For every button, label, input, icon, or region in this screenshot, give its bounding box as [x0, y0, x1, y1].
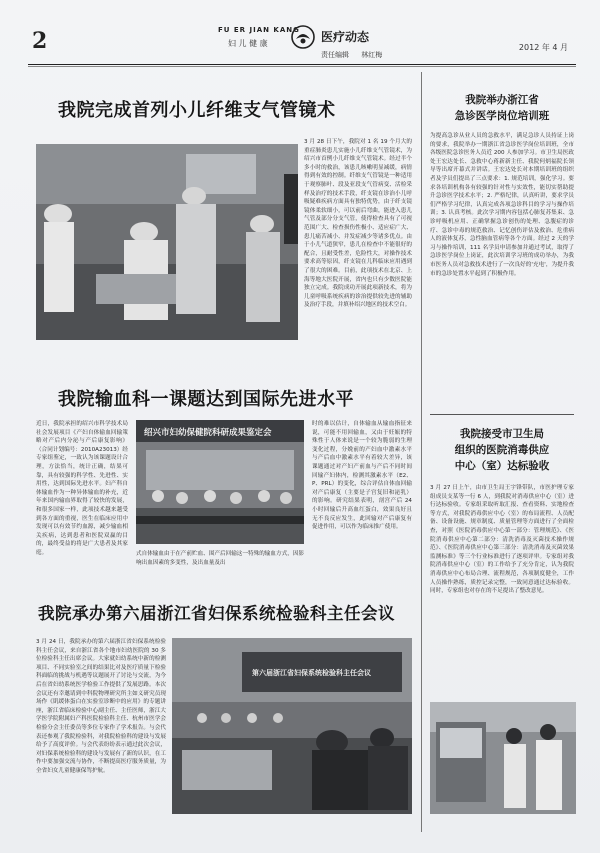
brand-chinese: 妇 儿 健 康	[228, 39, 268, 48]
sidebar1-headline	[428, 92, 576, 124]
article1-photo	[36, 144, 298, 340]
editor-credit	[321, 50, 382, 60]
issue-date: 2012 年 4 月	[518, 43, 568, 52]
sidebar2-headline-line2: 组织的医院消毒供应	[454, 444, 550, 456]
article2-body-left: 近日，我院承担的绍兴市科学技术局社会发展项目《产妇自体输血回输策略对产后内分泌与产后康复影响》（合同计划编号：2010A23013）经专家组鉴定，一致认为该课题设计合理，方法恰当，统计正确，结果可靠，具有较强的科学性、先进性、实用性，达到国际先进水平。妇产科自体输血作为一种异体输血的补充，近年来国内输血界取得了较快的发展，和很多国家一样，此项技术越来越受到各方面的重视，医生在临床应用中发现可以有效节约血源，减少输血相关疾病，达到患者和医院双赢的目的，最终受益的将是广大患者及其家庭。	[36, 421, 128, 556]
article2-photo	[136, 420, 304, 544]
brand-english: FU ER JIAN KANG	[218, 26, 300, 34]
sidebar-divider	[430, 414, 574, 415]
sidebar2-photo	[430, 702, 576, 814]
sidebar1-headline-line2: 急诊医学岗位培训班	[454, 110, 550, 122]
article1-body: 3 月 28 日下午，我院对 1 名 19 个月大的重症肺炎患儿实施小儿纤维支气管镜术，为绍兴市首例小儿纤维支气管镜术。经过半个多小时的救治，该患儿咳嗽明显减缓，病情得到有效的控制。纤维支气管镜是一种适用于观察肺叶、段及亚段支气管病变、活检采样及治疗的技术手段，纤支镜在诊治小儿呼吸疑难疾病方面具有独特优势，由于纤支镜镜体柔软细小，可以前后弯曲，能进入患儿气管及部分分支气管，使得检查具有了可视范围广大、检查损伤性极小、适应症广大、患儿痛苦减小、并发症减少等诸多优点。由于小儿气道狭窄，患儿在检查中不能很好的配合，且耐受性差，危险性大，对操作技术要求高等原因，纤支镜在儿科临床应用遇到了很大的困难。目前，此项技术在北京、上海等地大医院开展，省内也只有少数医院能独立完成。我院成功开展此项新技术，将为儿童呼吸系统疾病的诊治提供较先进的辅助及治疗手段，并填补绍兴地区的技术空白。	[304, 139, 412, 309]
sidebar2-headline-line3: 中心（室）达标验收	[454, 460, 550, 472]
sidebar1-body: 为提高急诊从业人员的急救水平，满足急诊人员持证上岗的要求，我院举办一期浙江省急诊医学岗位培训班，全市各级医院急诊医务人员近 200 人参加学习。市卫生局医政处王宏达处长、急救中心蒋新新主任、我院何炳福院长领导等出席开幕式并讲话。王宏达处长对本期培训班的组织者及学员们提出了三点要求：1. 规范培训，强化学习。要求各培训机构各有较强的针对性与实效性，能切实帮助提升急诊医学技术水平；2. 严格纪律，认真听讲，要求学员们严格学习纪律，认真完成各项急诊科目的学习与操作培训；3. 认真考核。此次学习期内容包括心肺复苏集束、急诊呼吸机应用、正确掌握急诊创伤的处理、急腹症的诊疗、急诊中毒的规范救治、记忆创伤评估及救治、危重病人的液体复苏，急性脑血管病等各个方面。经过 2 天的学习与操作培训，111 名学员申请参加并通过考试，取得了急诊医学岗位上岗证，此次培训学习班的成功举办，为我市医务人员对急救技术进行了一次良好的'充电'，为提升我市的急诊处置水平起到了积极作用。	[430, 133, 574, 277]
article3-body: 3 月 24 日，我院承办的第六届浙江省妇保系统检验科主任会议，来自浙江省各个地市妇幼医院的 30 多位检验科主任出席会议。大家就妇幼系统中新的检测项目、不同实验室之间的结果比对及医疗质量下检验科面临的挑战与机遇等议题展开了讨论与交流，为今后在省妇幼系统医学检验工作提供了发展思路。本次会议还有幸邀请到中科院物理研究所主如义研究员现场作《肌缓体蛋白在实验室诊断中的应用》的专题讲座，浙江省临床检验中心副主任、主任医师，浙江大学医学院附属妇产科医院检验科主任、杭州市医学会检验分会主任委员等多位专家作了学术报告。与会代表还参观了我院检验科，对我院检验科的建设与发展给予了高度评价。与会代表纷纷表示通过此次会议，对妇保系统检验科的建设与发展有了新的认识，在工作中要加强交流与协作，不断提高医疗服务质量，为全省妇女儿童健康保驾护航。	[36, 639, 166, 774]
sidebar2-headline	[428, 426, 576, 474]
sidebar2-body: 3 月 27 日上午，由市卫生局王宇锋带队，市医护理专家组成员支某等一行 6 人，到我院对消毒供应中心（室）进行达标验收。专家组采取听取汇报、查看资料、实地检查等方式，对我院消毒供应中心（室）的布局流程、人员配备、设备设施、规章制度、质量管理等方面进行了全面检查，对照《医院消毒供应中心第一部分：管理规范》、《医院消毒供应中心第二部分：清洗消毒及灭菌技术操作规范》、《医院消毒供应中心第三部分：清洗消毒及灭菌效果监测标准》等三个行业标准进行了逐项评审。专家组对我院消毒供应中心（室）的工作给予了充分肯定，认为我院消毒供应中心布局合理、流程规范，各项制度健全，工作人员操作熟练，质控记录完整，一致同意通过达标验收。同时，专家组也对存在的不足提出了整改意见。	[430, 485, 574, 595]
article2-headline: 我院输血科一课题达到国际先进水平	[58, 389, 354, 410]
sidebar2-headline-line1: 我院接受市卫生局	[460, 428, 544, 440]
article3-banner-text: 第六届浙江省妇保系统检验科主任会议	[252, 669, 371, 677]
page-number: 2	[32, 28, 48, 54]
masthead-rule-secondary	[28, 66, 576, 67]
article3-headline: 我院承办第六届浙江省妇保系统检验科主任会议	[38, 604, 395, 623]
article3-photo	[172, 638, 412, 814]
editor-label: 责任编辑	[321, 51, 349, 59]
article1-headline: 我院完成首列小儿纤维支气管镜术	[58, 100, 336, 121]
article2-body-right: 时的难以估计，自体输血从输血指征来说，可能不用回输血，又由于妊娠的特殊性于人体来说是一个较为脆弱的生理变化过程，分娩前的产妇血中激素水平与产后血中激素水平有着较大差异，该课题通过对产妇产前血与产后不同时间回输产妇体内，检测其激素水平（E2、P、PRL）的变化，综合评估自体血回输对产后康复（主要是子宫复旧和泌乳）的影响。研究结果表明，剖宫产后 24 小时回输后升高血红蛋白，效果良好且无不良反应发生，此回输对产后康复有促进作用，可以作为临床推广使用。	[312, 421, 412, 531]
sidebar1-headline-line1: 我院举办浙江省	[465, 94, 539, 106]
column-divider	[421, 72, 422, 832]
article2-body-bottom: 式自体输血由于在产前贮血、围产后回输这一特殊的输血方式，因影响出血因素的多变性，及出血量及出	[136, 551, 304, 566]
section-title: 医疗动态	[321, 30, 370, 44]
masthead-rule	[28, 64, 576, 65]
editor-name: 林红梅	[361, 51, 383, 59]
article2-banner-text: 绍兴市妇幼保健院科研成果鉴定会	[144, 428, 272, 438]
hospital-logo-icon	[290, 24, 316, 50]
